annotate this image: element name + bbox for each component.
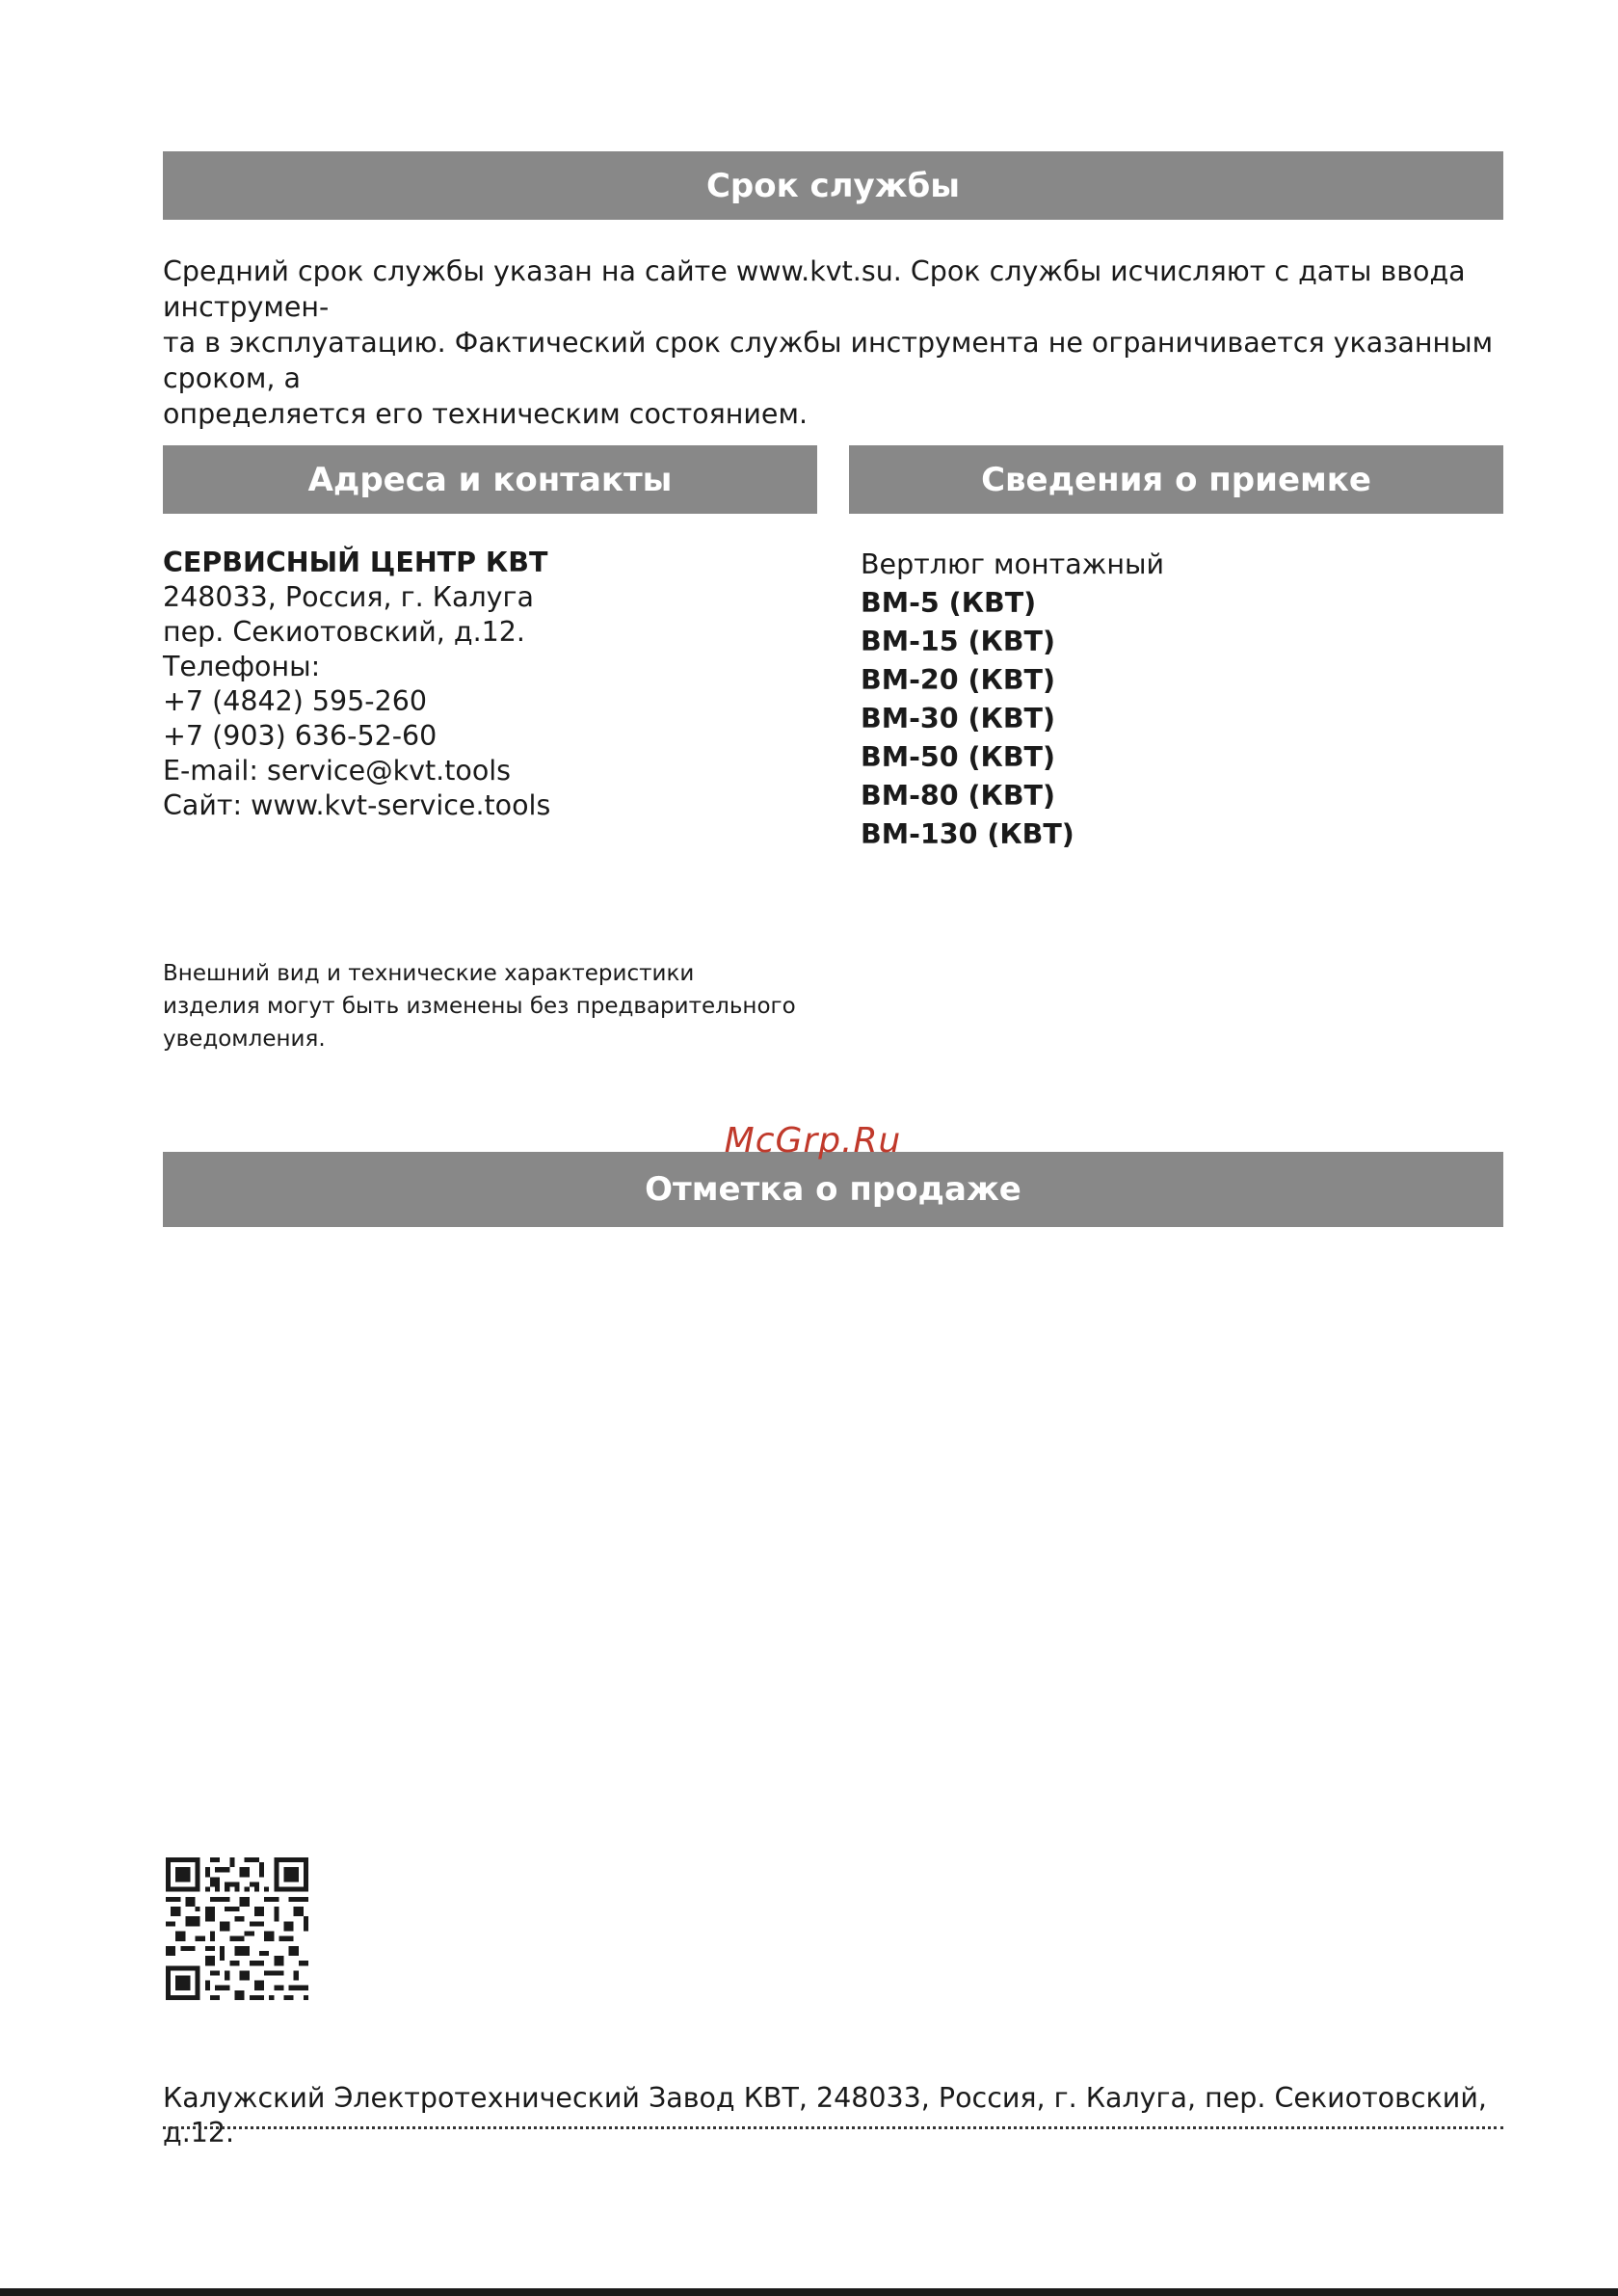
model-item: ВМ-5 (КВТ): [861, 587, 1037, 619]
disclaimer-text: [163, 957, 837, 1055]
address-line: 248033, Россия, г. Калуга: [163, 581, 534, 613]
phone-number: +7 (4842) 595-260: [163, 685, 427, 717]
bottom-rule: [0, 2288, 1618, 2296]
dotted-divider: [163, 2126, 1503, 2129]
footer-address: Калужский Электротехнический Завод КВТ, 248033, Россия, г. Калуга, пер. Секиотовский, д.12.: [163, 2082, 1487, 2149]
sale-title: Отметка о продаже: [645, 1170, 1021, 1209]
product-name: Вертлюг монтажный: [861, 548, 1164, 580]
acceptance-header: [849, 445, 1503, 514]
email-line: E-mail: service@kvt.tools: [163, 755, 512, 787]
service-life-line: определяется его техническим состоянием.: [163, 398, 809, 430]
service-life-text: [163, 254, 1512, 432]
service-life-header: [163, 151, 1503, 220]
phones-label: Телефоны:: [163, 651, 321, 682]
sale-header: [163, 1152, 1503, 1227]
disclaimer-line: Внешний вид и технические характеристики: [163, 961, 695, 986]
address-line: пер. Секиотовский, д.12.: [163, 616, 525, 648]
model-item: ВМ-80 (КВТ): [861, 780, 1056, 812]
acceptance-block: [861, 546, 1497, 854]
contacts-title: Адреса и контакты: [307, 460, 673, 499]
service-life-title: Срок службы: [705, 166, 961, 205]
model-item: ВМ-130 (КВТ): [861, 818, 1074, 850]
model-item: ВМ-30 (КВТ): [861, 703, 1056, 734]
disclaimer-line: изделия могут быть изменены без предварительного: [163, 994, 796, 1019]
model-item: ВМ-50 (КВТ): [861, 741, 1056, 773]
disclaimer-line: уведомления.: [163, 1027, 326, 1052]
contacts-block: [163, 546, 818, 823]
service-life-line: Средний срок службы указан на сайте www.kvt.su. Срок службы исчисляют с даты ввода инструмен-: [163, 255, 1466, 323]
service-center-name: СЕРВИСНЫЙ ЦЕНТР КВТ: [163, 547, 548, 578]
contacts-header: [163, 445, 817, 514]
phone-number: +7 (903) 636-52-60: [163, 720, 438, 752]
acceptance-title: Сведения о приемке: [981, 460, 1371, 499]
model-item: ВМ-15 (КВТ): [861, 626, 1056, 657]
qr-code-icon: [166, 1857, 308, 2000]
watermark: McGrp.Ru: [724, 1121, 902, 1161]
website-line: Сайт: www.kvt-service.tools: [163, 789, 551, 821]
model-item: ВМ-20 (КВТ): [861, 664, 1056, 696]
service-life-line: та в эксплуатацию. Фактический срок службы инструмента не ограничивается указанным сроком, а: [163, 327, 1494, 394]
